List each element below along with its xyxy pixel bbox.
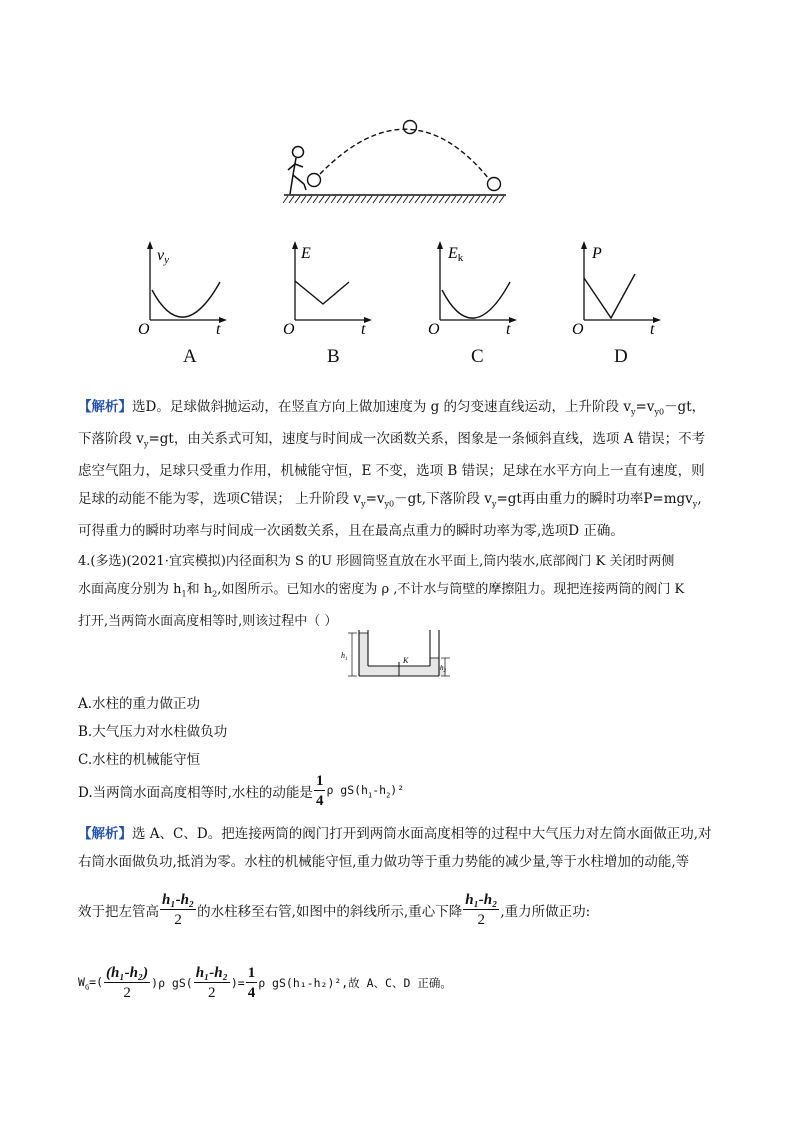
graph-c-origin: O	[428, 321, 440, 338]
graph-b	[283, 238, 383, 348]
valve-label: K	[403, 656, 409, 665]
graph-b-caption: B	[327, 346, 340, 367]
graph-c-curve	[442, 282, 510, 318]
graph-a-curve	[152, 282, 220, 317]
graph-a-ylabel: vy	[157, 247, 169, 266]
trajectory-dashed	[320, 129, 489, 179]
graph-d	[572, 238, 672, 348]
graph-c	[428, 238, 528, 348]
ball-end	[488, 178, 501, 191]
graph-d-xlabel: t	[650, 321, 655, 338]
analysis-1: 【解析】选D。足球做斜抛运动，在竖直方向上做加速度为 g 的匀变速直线运动，上升阶段 $v_y=v_{y0}-gt$， 下落阶段 $v_y=gt$，由关系式可知，速度与时间成一次函数关系，图象是一条倾斜直线，选项 A 错误；不考 虑空气阻力，足球只受重力作用，机械能守恒，E 不变，选项 B 错误；足球在水平方向上一直有速度，则 足球的动能不能为零，选项C错误； 上升阶段 $v_y=v_{y0}-gt$,下落阶段 $v_y=gt$再由重力的瞬时功率P=mgv$_y$, 可得重力的瞬时功率与时间成一次函数关系，且在最高点重力的瞬时功率为零,选项D 正确。	[78, 399, 706, 540]
ground-hatching	[283, 196, 504, 203]
graph-d-line	[584, 274, 635, 318]
graph-b-xlabel: t	[361, 321, 366, 338]
graph-b-origin: O	[283, 321, 295, 338]
graph-d-caption: D	[614, 346, 628, 367]
option-b: B.大气压力对水柱做负功	[78, 724, 228, 740]
graph-a-caption: A	[183, 346, 197, 367]
graph-a-xlabel: t	[216, 321, 221, 338]
option-a: A.水柱的重力做正功	[78, 696, 201, 712]
h1-label: $h_1$	[341, 651, 348, 662]
graph-b-line	[295, 281, 349, 304]
question-4: 4.(多选)(2021·宜宾模拟)内径面积为 S 的U 形圆筒竖直放在水平面上,筒内装水,底部阀门 K 关闭时两侧 水面高度分别为 $h_1$和 $h_2$,如图所示。已知水的密度为 ρ ,不计水与筒壁的摩擦阻力。现把连接两筒的阀门 K 打开,当两筒水面高度相等时,则该过程中（ ）	[78, 554, 685, 629]
graph-d-ylabel: P	[592, 245, 602, 262]
ball-start	[308, 174, 321, 187]
option-d: D.当两筒水面高度相等时,水柱的动能是 $\frac{1}{4}$ ρ $gS(h_1-h_2)^2$	[78, 773, 405, 809]
graph-c-caption: C	[471, 346, 484, 367]
option-c: C.水柱的机械能守恒	[78, 752, 201, 768]
water-right	[430, 658, 439, 676]
kicker-figure	[288, 147, 306, 195]
analysis-tag: 【解析】	[78, 399, 132, 415]
graph-d-origin: O	[572, 321, 584, 338]
u-tube-figure	[340, 628, 452, 684]
work-formula: $W_G=$( $\frac{\text{(h₁-h₂)}}{2}$ )ρ gS( $\frac{\text{h₁-h₂}}{2}$ )= $\frac{1}{4}$ ρ gS(h₁-h₂)²,故 A、C、D 正确。	[78, 965, 452, 1001]
graph-a-origin: O	[138, 321, 150, 338]
analysis-2-line3: 效于把左管高 $\frac{\text{h₁-h₂}}{2}$ 的水柱移至右管,如图中的斜线所示,重心下降 $\frac{\text{h₁-h₂}}{2}$ ,重力所做正功:	[78, 892, 591, 928]
ball-top	[404, 121, 417, 134]
graph-b-ylabel: E	[301, 245, 311, 262]
analysis-2: 【解析】选 A、C、D。把连接两筒的阀门打开到两筒水面高度相等的过程中大气压力对左筒水面做正功,对 右筒水面做负功,抵消为零。水柱的机械能守恒,重力做功等于重力势能的减少量,等于水柱增加的动能,等	[78, 826, 712, 870]
graph-c-ylabel: Ek	[448, 245, 464, 264]
projectile-figure	[280, 112, 510, 204]
graph-a	[138, 238, 238, 348]
analysis-tag: 【解析】	[78, 826, 132, 842]
h2-label: $h_2$	[440, 664, 446, 674]
graph-c-xlabel: t	[506, 321, 511, 338]
